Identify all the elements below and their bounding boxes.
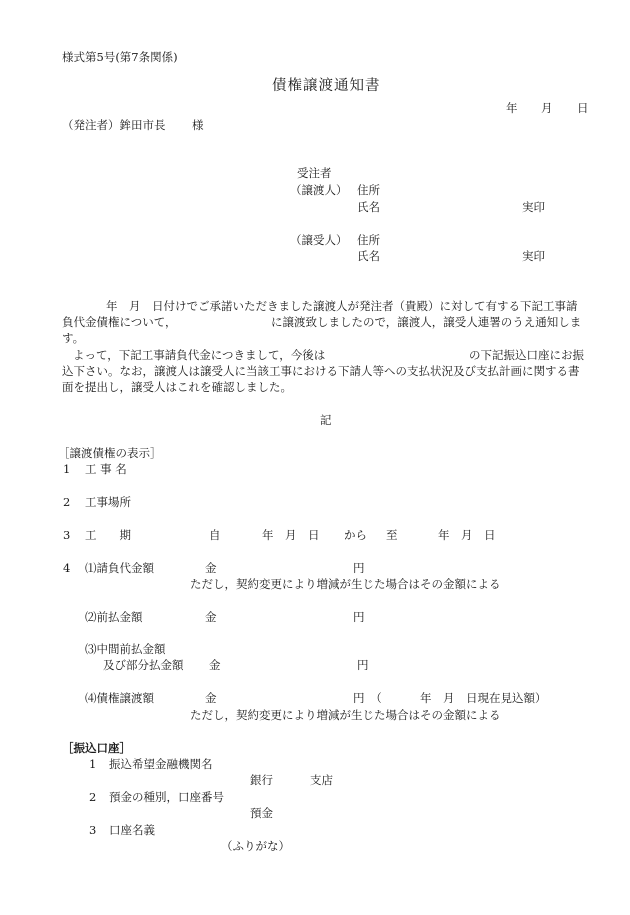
assignee-role: （譲受人） [290, 233, 348, 247]
assignee-address-label: 住所 [357, 233, 380, 247]
form-id: 様式第5号(第7条関係) [62, 50, 178, 64]
date-day: 日 [577, 101, 589, 115]
item3-from: 自 [209, 528, 221, 542]
assigned-amount-note: ただし，契約変更により増減が生じた場合はその金額による [190, 708, 501, 722]
deposit-suffix: 預金 [250, 806, 273, 820]
account-type-label: 預金の種別，口座番号 [109, 790, 224, 804]
partial-payment-label: 及び部分払金額 [103, 658, 184, 672]
furigana-label: （ふりがな） [221, 839, 290, 853]
assignee-seal: 実印 [522, 249, 545, 263]
body-p2-line2: 込下さい。なお，譲渡人は譲受人に当該工事における下請人等への支払状況及び支払計画に関する書 [62, 364, 580, 378]
body-p2-line3: 面を提出し，譲受人はこれを確認しました。 [62, 380, 292, 394]
contract-amount-label: ⑴請負代金額 [85, 561, 154, 575]
assignor-seal: 実印 [522, 200, 545, 214]
item2-number: 2 [63, 495, 71, 509]
contract-amount-yen: 円 [353, 561, 365, 575]
bank-suffix: 銀行 [250, 773, 273, 787]
body-p1-line3: す。 [62, 331, 85, 345]
date-month: 月 [541, 101, 553, 115]
contractor-heading: 受注者 [297, 166, 332, 180]
contract-amount-kin: 金 [205, 561, 217, 575]
addressee: （発注者）鉾田市長 [62, 118, 166, 132]
bank-row3-number: 3 [89, 823, 97, 837]
item3-start-date: 年 月 日 [262, 528, 320, 542]
item1-number: 1 [63, 462, 71, 476]
contract-amount-note: ただし，契約変更により増減が生じた場合はその金額による [190, 577, 501, 591]
date-year: 年 [506, 101, 518, 115]
bank-name-label: 振込希望金融機関名 [109, 757, 213, 771]
assigned-amount-date: 年 月 日現在見込額） [420, 691, 547, 705]
item3-to: 至 [386, 528, 398, 542]
bank-row1-number: 1 [89, 757, 97, 771]
assigned-amount-yen: 円 （ [353, 691, 382, 705]
body-p1-line2a: 負代金債権について， [62, 315, 177, 329]
interim-payment-kin: 金 [209, 658, 221, 672]
bank-row2-number: 2 [89, 790, 97, 804]
branch-suffix: 支店 [310, 773, 333, 787]
assignor-address-label: 住所 [357, 183, 380, 197]
body-p1-line2b: に譲渡致しましたので，譲渡人，譲受人連署のうえ通知しま [271, 315, 582, 329]
item1-label: 工 事 名 [85, 462, 127, 476]
item2-label: 工事場所 [85, 495, 131, 509]
item4-number: 4 [63, 561, 71, 575]
interim-payment-label: ⑶中間前払金額 [85, 642, 166, 656]
assigned-amount-kin: 金 [205, 691, 217, 705]
body-p2-line1a: よって，下記工事請負代金につきまして，今後は [73, 348, 326, 362]
bank-section-heading: ［振込口座］ [62, 741, 131, 755]
advance-payment-label: ⑵前払金額 [85, 610, 143, 624]
assigned-amount-label: ⑷債権譲渡額 [85, 691, 154, 705]
advance-payment-kin: 金 [205, 610, 217, 624]
item3-end-date: 年 月 日 [438, 528, 496, 542]
assignor-role: （譲渡人） [290, 183, 348, 197]
interim-payment-yen: 円 [357, 658, 369, 672]
ki-heading: 記 [320, 413, 332, 427]
addressee-honorific: 様 [192, 118, 204, 132]
body-p1-line1: 年 月 日付けでご承諾いただきました譲渡人が発注者（貴殿）に対して有する下記工事請 [106, 299, 578, 313]
advance-payment-yen: 円 [353, 610, 365, 624]
body-p2-line1b: の下記振込口座にお振 [469, 348, 584, 362]
item3-number: 3 [63, 528, 71, 542]
account-holder-label: 口座名義 [109, 823, 155, 837]
assignee-name-label: 氏名 [357, 249, 380, 263]
document-title: 債権譲渡通知書 [272, 78, 381, 94]
assignor-name-label: 氏名 [357, 200, 380, 214]
item3-kara: から [344, 528, 367, 542]
claim-section-heading: ［譲渡債権の表示］ [58, 446, 162, 460]
item3-label: 工 期 [85, 528, 131, 542]
